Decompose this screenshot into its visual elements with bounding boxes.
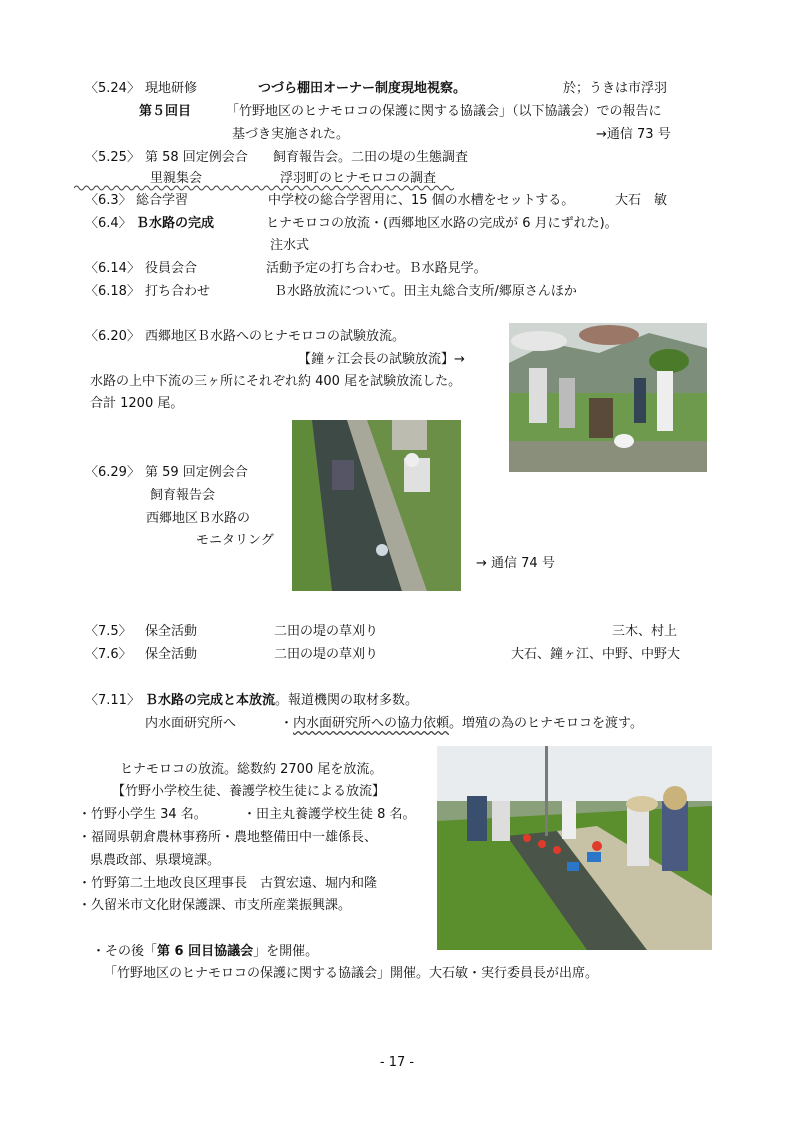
photo-trial-release xyxy=(509,323,707,472)
participant-line: ・竹野第二土地改良区理事長 古賀宏遠、堀内和隆 xyxy=(78,876,378,891)
participant-line: ・久留米市文化財保護課、市支所産業振興課。 xyxy=(78,898,352,913)
entry-type: 打ち合わせ xyxy=(145,284,211,299)
entry-title: つづら棚田オーナー制度現地視察。 xyxy=(258,81,467,96)
entry-date: 〈6.18〉 xyxy=(85,284,140,299)
entry-text: Ｂ水路放流について。田主丸総合支所/郷原さんほか xyxy=(274,284,577,299)
participant-line: 県農政部、県環境課。 xyxy=(90,853,221,868)
entry-type: 保全活動 xyxy=(145,647,198,662)
page-number: - 17 - xyxy=(379,1055,415,1070)
entry-date: 〈5.24〉 xyxy=(85,81,140,96)
release-note: 【竹野小学校生徒、養護学校生徒による放流】 xyxy=(112,784,386,799)
entry-place: 於；うきは市浮羽 xyxy=(563,81,668,96)
entry-text: ・その後「 xyxy=(92,944,158,959)
entry-type: 保全活動 xyxy=(145,624,198,639)
entry-text: 西郷地区Ｂ水路へのヒナモロコの試験放流。 xyxy=(145,329,406,344)
entry-date: 〈6.4〉 xyxy=(85,216,132,231)
entry-text: 二田の堤の草刈り xyxy=(274,624,379,639)
entry-text: 基づき実施された。 xyxy=(232,127,350,142)
wavy-divider xyxy=(74,184,454,192)
entry-date: 〈6.14〉 xyxy=(85,261,140,276)
entry-text: 水路の上中下流の三ヶ所にそれぞれ約 400 尾を試験放流した。 xyxy=(90,374,462,389)
participant-line: ・福岡県朝倉農林事務所・農地整備田中一雄係長、 xyxy=(78,830,378,845)
entry-reference: → 通信 74 号 xyxy=(476,556,555,571)
participant-line: ・竹野小学生 34 名。 xyxy=(78,807,207,822)
entry-text: 活動予定の打ち合わせ。Ｂ水路見学。 xyxy=(266,261,487,276)
entry-text: 飼育報告会。二田の堤の生態調査 xyxy=(273,150,469,165)
entry-type: 役員会合 xyxy=(145,261,198,276)
entry-people: 大石、鐘ヶ江、中野、中野大 xyxy=(511,647,681,662)
photo-caption: 【鐘ヶ江会長の試験放流】→ xyxy=(298,352,465,367)
entry-date: 〈7.5〉 xyxy=(85,624,132,639)
release-summary: ヒナモロコの放流。総数約 2700 尾を放流。 xyxy=(120,762,383,777)
entry-text: 。増殖の為のヒナモロコを渡す。 xyxy=(449,716,643,731)
entry-date: 〈6.29〉 xyxy=(85,465,140,480)
entry-title: Ｂ水路の完成と本放流 xyxy=(145,693,276,708)
entry-date: 〈6.3〉 xyxy=(85,193,132,208)
entry-type: 総合学習 xyxy=(136,193,189,208)
participant-line: ・田主丸養護学校生徒 8 名。 xyxy=(243,807,416,822)
photo-channel-monitoring xyxy=(292,420,461,591)
entry-text: 」を開催。 xyxy=(253,944,319,959)
entry-people: 三木、村上 xyxy=(612,624,678,639)
entry-person: 大石 敏 xyxy=(615,193,668,208)
entry-date: 〈7.6〉 xyxy=(85,647,132,662)
followup-text: 「竹野地区のヒナモロコの保護に関する協議会」開催。大石敏・実行委員長が出席。 xyxy=(104,966,599,981)
entry-text: 浮羽町のヒナモロコの調査 xyxy=(280,171,437,186)
entry-text: 二田の堤の草刈り xyxy=(274,647,379,662)
entry-text: 飼育報告会 xyxy=(150,488,216,503)
entry-text: 「竹野地区のヒナモロコの保護に関する協議会」（以下協議会）での報告に xyxy=(226,104,662,119)
followup-line xyxy=(92,944,318,960)
entry-date: 〈6.20〉 xyxy=(85,329,140,344)
photo-main-release xyxy=(437,746,712,950)
entry-round: 第５回目 xyxy=(139,104,192,119)
entry-type: 里親集会 xyxy=(150,171,203,186)
entry-type: 第 59 回定例会合 xyxy=(145,465,248,480)
entry-text: 。報道機関の取材多数。 xyxy=(275,693,419,708)
entry-type: 現地研修 xyxy=(145,81,198,96)
entry-headline xyxy=(145,693,418,709)
entry-reference: →通信 73 号 xyxy=(596,127,671,142)
entry-date: 〈7.11〉 xyxy=(85,693,140,708)
entry-date: 〈5.25〉 xyxy=(85,150,140,165)
entry-text: 中学校の総合学習用に、15 個の水槽をセットする。 xyxy=(268,193,575,208)
underlined-text: 内水面研究所への協力依頼 xyxy=(293,716,450,731)
entry-text: 注水式 xyxy=(270,238,310,253)
entry-text: ヒナモロコの放流・(西郷地区水路の完成が 6 月にずれた)。 xyxy=(266,216,618,231)
entry-title: 第 6 回目協議会 xyxy=(157,944,254,959)
entry-sub-text xyxy=(280,716,643,732)
entry-type: 第 58 回定例会合 xyxy=(145,150,248,165)
entry-text: モニタリング xyxy=(196,533,274,548)
bullet: ・ xyxy=(280,716,294,731)
entry-text: 合計 1200 尾。 xyxy=(90,396,184,411)
entry-sub-type: 内水面研究所へ xyxy=(145,716,237,731)
entry-type: Ｂ水路の完成 xyxy=(136,216,215,231)
entry-text: 西郷地区Ｂ水路の xyxy=(146,511,251,526)
